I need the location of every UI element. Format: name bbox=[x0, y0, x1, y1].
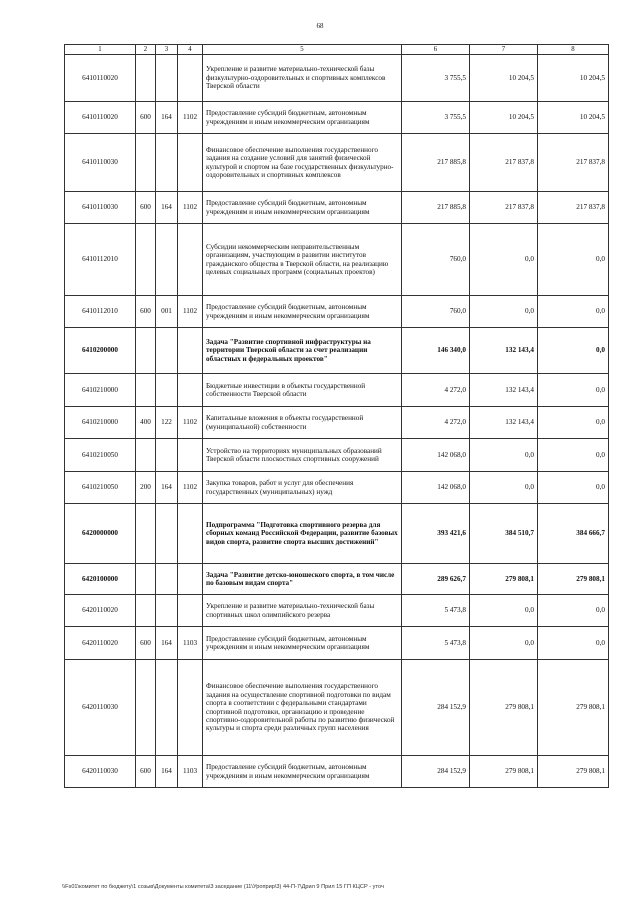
table-row bbox=[65, 407, 609, 439]
cell-kcsr-code: 6420110030 bbox=[65, 756, 136, 788]
cell-amount-col7: 0,0 bbox=[470, 472, 538, 504]
cell-amount-col8: 0,0 bbox=[538, 595, 609, 627]
cell-expense-type bbox=[136, 224, 156, 296]
cell-amount-col7: 132 143,4 bbox=[470, 407, 538, 439]
cell-expense-type: 600 bbox=[136, 756, 156, 788]
cell-section-code bbox=[178, 224, 203, 296]
table-row bbox=[65, 660, 609, 756]
cell-amount-col7: 217 837,8 bbox=[470, 192, 538, 224]
cell-amount-col7: 132 143,4 bbox=[470, 328, 538, 374]
cell-amount-col8: 0,0 bbox=[538, 407, 609, 439]
cell-ministry-code bbox=[156, 134, 178, 192]
cell-amount-col7: 0,0 bbox=[470, 595, 538, 627]
cell-ministry-code bbox=[156, 564, 178, 595]
cell-section-code bbox=[178, 564, 203, 595]
cell-amount-col6: 5 473,8 bbox=[402, 595, 470, 627]
cell-ministry-code bbox=[156, 504, 178, 564]
cell-amount-col6: 4 272,0 bbox=[402, 374, 470, 407]
cell-amount-col8: 0,0 bbox=[538, 439, 609, 472]
cell-kcsr-code: 6410110020 bbox=[65, 102, 136, 134]
cell-ministry-code: 164 bbox=[156, 102, 178, 134]
cell-amount-col6: 217 885,8 bbox=[402, 134, 470, 192]
cell-expense-type: 600 bbox=[136, 102, 156, 134]
cell-amount-col6: 4 272,0 bbox=[402, 407, 470, 439]
table-row bbox=[65, 296, 609, 328]
cell-section-code: 1102 bbox=[178, 407, 203, 439]
cell-name: Укрепление и развитие материально-технической базы спортивных школ олимпийского резерва bbox=[203, 595, 402, 627]
cell-section-code bbox=[178, 595, 203, 627]
cell-ministry-code bbox=[156, 660, 178, 756]
cell-amount-col8: 10 204,5 bbox=[538, 102, 609, 134]
table-header-row bbox=[65, 45, 609, 55]
table-row bbox=[65, 472, 609, 504]
cell-amount-col8: 217 837,8 bbox=[538, 192, 609, 224]
cell-ministry-code bbox=[156, 595, 178, 627]
budget-table bbox=[64, 44, 609, 788]
cell-kcsr-code: 6410112010 bbox=[65, 224, 136, 296]
header-cell: 7 bbox=[470, 45, 538, 55]
cell-name: Предоставление субсидий бюджетным, автономным учреждениям и иным некоммерческим организациям bbox=[203, 102, 402, 134]
cell-amount-col7: 132 143,4 bbox=[470, 374, 538, 407]
cell-ministry-code: 164 bbox=[156, 756, 178, 788]
cell-section-code bbox=[178, 504, 203, 564]
cell-amount-col8: 0,0 bbox=[538, 374, 609, 407]
header-cell: 5 bbox=[203, 45, 402, 55]
cell-kcsr-code: 6420110020 bbox=[65, 627, 136, 660]
cell-amount-col8: 279 808,1 bbox=[538, 756, 609, 788]
cell-amount-col6: 760,0 bbox=[402, 224, 470, 296]
table-row bbox=[65, 439, 609, 472]
cell-amount-col6: 3 755,5 bbox=[402, 55, 470, 102]
cell-expense-type bbox=[136, 55, 156, 102]
cell-section-code: 1102 bbox=[178, 296, 203, 328]
cell-amount-col6: 284 152,9 bbox=[402, 756, 470, 788]
cell-kcsr-code: 6420100000 bbox=[65, 564, 136, 595]
cell-expense-type bbox=[136, 504, 156, 564]
cell-amount-col6: 393 421,6 bbox=[402, 504, 470, 564]
cell-kcsr-code: 6410210050 bbox=[65, 439, 136, 472]
cell-expense-type bbox=[136, 595, 156, 627]
cell-amount-col8: 384 666,7 bbox=[538, 504, 609, 564]
cell-amount-col6: 146 340,0 bbox=[402, 328, 470, 374]
table-row bbox=[65, 102, 609, 134]
cell-amount-col7: 279 808,1 bbox=[470, 564, 538, 595]
cell-amount-col7: 279 808,1 bbox=[470, 756, 538, 788]
cell-expense-type: 600 bbox=[136, 296, 156, 328]
cell-ministry-code: 164 bbox=[156, 627, 178, 660]
header-cell: 6 bbox=[402, 45, 470, 55]
table-row bbox=[65, 328, 609, 374]
cell-expense-type bbox=[136, 660, 156, 756]
header-cell: 3 bbox=[156, 45, 178, 55]
cell-name: Предоставление субсидий бюджетным, автономным учреждениям и иным некоммерческим организациям bbox=[203, 192, 402, 224]
cell-expense-type: 600 bbox=[136, 627, 156, 660]
table-row bbox=[65, 627, 609, 660]
table-row bbox=[65, 192, 609, 224]
cell-name: Задача "Развитие детско-юношеского спорта, в том числе по базовым видам спорта" bbox=[203, 564, 402, 595]
cell-amount-col8: 0,0 bbox=[538, 224, 609, 296]
cell-expense-type bbox=[136, 374, 156, 407]
cell-kcsr-code: 6410210000 bbox=[65, 374, 136, 407]
cell-expense-type: 600 bbox=[136, 192, 156, 224]
file-path-footer: \\Fs01\комитет по бюджету\1 созыв\Документы комитета\3 заседание (11\Уроприр\3) 44-П-7\Дрил 9 Прил 15 ГП КЦСР - уточ bbox=[62, 884, 384, 890]
table-row bbox=[65, 55, 609, 102]
cell-name: Закупка товаров, работ и услуг для обеспечения государственных (муниципальных) нужд bbox=[203, 472, 402, 504]
table-row bbox=[65, 224, 609, 296]
cell-kcsr-code: 6420110030 bbox=[65, 660, 136, 756]
cell-expense-type bbox=[136, 134, 156, 192]
cell-name: Бюджетные инвестиции в объекты государственной собственности Тверской области bbox=[203, 374, 402, 407]
cell-amount-col6: 142 068,0 bbox=[402, 472, 470, 504]
cell-expense-type bbox=[136, 328, 156, 374]
table-row bbox=[65, 756, 609, 788]
cell-amount-col7: 0,0 bbox=[470, 224, 538, 296]
cell-section-code: 1102 bbox=[178, 102, 203, 134]
cell-amount-col6: 217 885,8 bbox=[402, 192, 470, 224]
cell-name: Подпрограмма "Подготовка спортивного резерва для сборных команд Российской Федерации, развитие базовых видов спорта, развитие спорта высших достижений" bbox=[203, 504, 402, 564]
header-cell: 2 bbox=[136, 45, 156, 55]
table-row bbox=[65, 564, 609, 595]
cell-section-code bbox=[178, 328, 203, 374]
cell-kcsr-code: 6420000000 bbox=[65, 504, 136, 564]
cell-expense-type: 400 bbox=[136, 407, 156, 439]
cell-expense-type bbox=[136, 439, 156, 472]
cell-amount-col8: 0,0 bbox=[538, 296, 609, 328]
cell-section-code: 1102 bbox=[178, 192, 203, 224]
cell-kcsr-code: 6410200000 bbox=[65, 328, 136, 374]
cell-kcsr-code: 6410110020 bbox=[65, 55, 136, 102]
cell-amount-col6: 760,0 bbox=[402, 296, 470, 328]
cell-section-code bbox=[178, 374, 203, 407]
cell-name: Укрепление и развитие материально-технической базы физкультурно-оздоровительных и спортивных комплексов Тверской области bbox=[203, 55, 402, 102]
cell-ministry-code: 164 bbox=[156, 472, 178, 504]
cell-name: Устройство на территориях муниципальных образований Тверской области плоскостных спортивных сооружений bbox=[203, 439, 402, 472]
cell-ministry-code: 164 bbox=[156, 192, 178, 224]
cell-kcsr-code: 6410110030 bbox=[65, 192, 136, 224]
cell-name: Предоставление субсидий бюджетным, автономным учреждениям и иным некоммерческим организациям bbox=[203, 627, 402, 660]
cell-kcsr-code: 6410110030 bbox=[65, 134, 136, 192]
cell-section-code bbox=[178, 55, 203, 102]
cell-amount-col6: 284 152,9 bbox=[402, 660, 470, 756]
cell-section-code bbox=[178, 134, 203, 192]
cell-name: Финансовое обеспечение выполнения государственного задания на создание условий для занятий физической культурой и спортом на базе государственных физкультурно-оздоровительных и спортивных комплексов bbox=[203, 134, 402, 192]
cell-name: Предоставление субсидий бюджетным, автономным учреждениям и иным некоммерческим организациям bbox=[203, 296, 402, 328]
cell-amount-col6: 289 626,7 bbox=[402, 564, 470, 595]
cell-ministry-code bbox=[156, 55, 178, 102]
header-cell: 4 bbox=[178, 45, 203, 55]
cell-name: Финансовое обеспечение выполнения государственного задания на осуществление спортивной подготовки по видам спорта в соответствии с федеральными стандартами спортивной подготовки, организацию и проведение спортивно-оздоровительной работы по развитию физической культуры и спорта среди различных групп населения bbox=[203, 660, 402, 756]
cell-expense-type: 200 bbox=[136, 472, 156, 504]
cell-ministry-code bbox=[156, 328, 178, 374]
page-number: 68 bbox=[316, 22, 324, 30]
header-cell: 8 bbox=[538, 45, 609, 55]
cell-kcsr-code: 6420110020 bbox=[65, 595, 136, 627]
cell-amount-col7: 279 808,1 bbox=[470, 660, 538, 756]
cell-amount-col7: 10 204,5 bbox=[470, 55, 538, 102]
cell-amount-col7: 0,0 bbox=[470, 627, 538, 660]
cell-expense-type bbox=[136, 564, 156, 595]
cell-ministry-code: 001 bbox=[156, 296, 178, 328]
cell-ministry-code bbox=[156, 439, 178, 472]
cell-section-code: 1102 bbox=[178, 472, 203, 504]
table-row bbox=[65, 374, 609, 407]
cell-amount-col8: 279 808,1 bbox=[538, 660, 609, 756]
cell-amount-col8: 279 808,1 bbox=[538, 564, 609, 595]
cell-section-code bbox=[178, 660, 203, 756]
cell-kcsr-code: 6410210000 bbox=[65, 407, 136, 439]
cell-amount-col6: 3 755,5 bbox=[402, 102, 470, 134]
table-row bbox=[65, 504, 609, 564]
cell-section-code: 1103 bbox=[178, 756, 203, 788]
cell-name: Субсидии некоммерческим неправительственным организациям, участвующим в развитии институтов гражданского общества в Тверской области, на реализацию целевых социальных программ (социальных проектов) bbox=[203, 224, 402, 296]
cell-name: Задача "Развитие спортивной инфраструктуры на территории Тверской области за счет реализации областных и федеральных проектов" bbox=[203, 328, 402, 374]
cell-amount-col7: 384 510,7 bbox=[470, 504, 538, 564]
cell-amount-col8: 0,0 bbox=[538, 472, 609, 504]
table-row bbox=[65, 134, 609, 192]
header-cell: 1 bbox=[65, 45, 136, 55]
cell-amount-col7: 0,0 bbox=[470, 296, 538, 328]
cell-section-code bbox=[178, 439, 203, 472]
cell-name: Капитальные вложения в объекты государственной (муниципальной) собственности bbox=[203, 407, 402, 439]
cell-ministry-code bbox=[156, 374, 178, 407]
cell-name: Предоставление субсидий бюджетным, автономным учреждениям и иным некоммерческим организациям bbox=[203, 756, 402, 788]
cell-section-code: 1103 bbox=[178, 627, 203, 660]
cell-amount-col7: 10 204,5 bbox=[470, 102, 538, 134]
cell-amount-col6: 142 068,0 bbox=[402, 439, 470, 472]
cell-amount-col7: 217 837,8 bbox=[470, 134, 538, 192]
cell-amount-col8: 217 837,8 bbox=[538, 134, 609, 192]
cell-amount-col8: 10 204,5 bbox=[538, 55, 609, 102]
table-row bbox=[65, 595, 609, 627]
cell-amount-col8: 0,0 bbox=[538, 328, 609, 374]
cell-ministry-code bbox=[156, 224, 178, 296]
cell-ministry-code: 122 bbox=[156, 407, 178, 439]
cell-amount-col7: 0,0 bbox=[470, 439, 538, 472]
cell-amount-col6: 5 473,8 bbox=[402, 627, 470, 660]
cell-kcsr-code: 6410210050 bbox=[65, 472, 136, 504]
cell-amount-col8: 0,0 bbox=[538, 627, 609, 660]
cell-kcsr-code: 6410112010 bbox=[65, 296, 136, 328]
